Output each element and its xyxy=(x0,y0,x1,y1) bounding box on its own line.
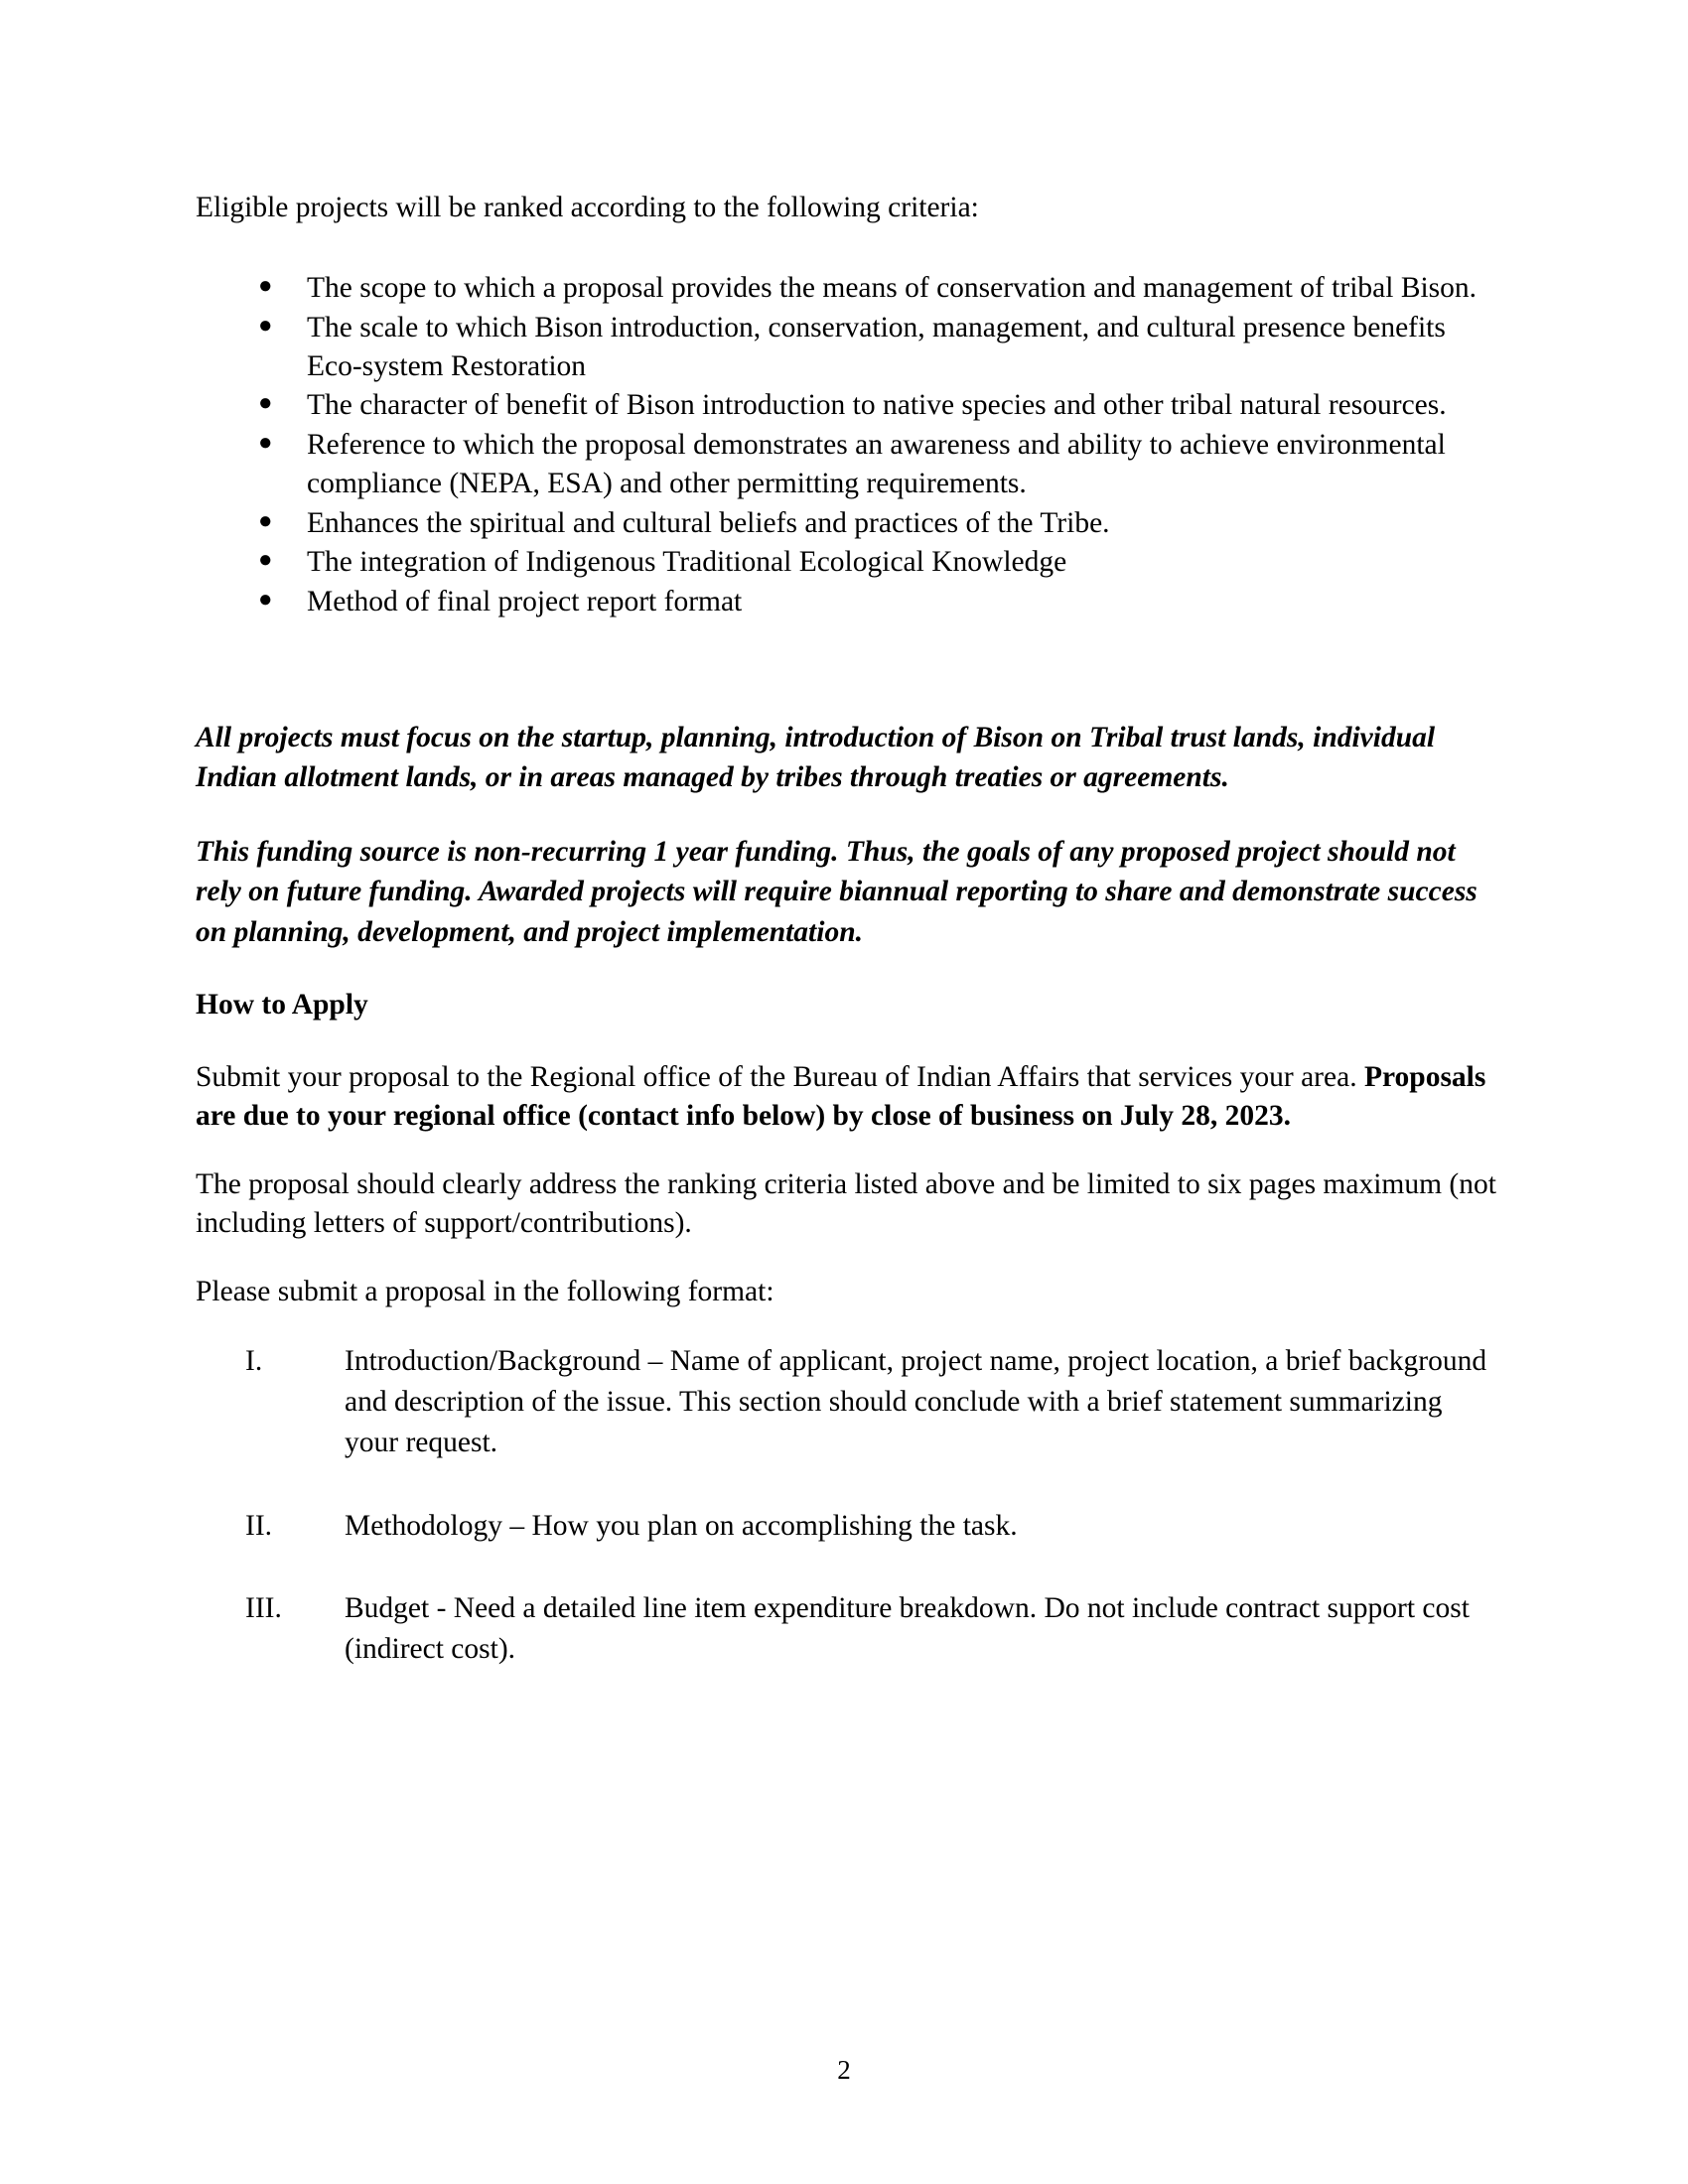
list-item xyxy=(196,309,1501,386)
list-item xyxy=(196,426,1501,503)
how-to-apply-heading: How to Apply xyxy=(196,989,368,1021)
list-item-numeral: II. xyxy=(245,1509,273,1542)
list-item-text: Methodology – How you plan on accomplishing the task. xyxy=(345,1509,1018,1542)
lead-paragraph: Eligible projects will be ranked according to the following criteria: xyxy=(196,192,979,223)
bullet-icon: ● xyxy=(258,312,273,339)
list-item-text: The character of benefit of Bison introduction to native species and other tribal natural resources. xyxy=(307,389,1447,422)
list-item-text: The integration of Indigenous Traditional Ecological Knowledge xyxy=(307,546,1067,579)
list-item-text: Introduction/Background – Name of applicant, project name, project location, a brief background and description of the issue. This section should conclude with a brief statement summarizing your request. xyxy=(345,1344,1487,1459)
page-limit-paragraph: The proposal should clearly address the ranking criteria listed above and be limited to six pages maximum (not including letters of support/contributions). xyxy=(196,1167,1496,1239)
list-item xyxy=(196,1588,1501,1671)
bullet-icon: ● xyxy=(258,507,273,534)
list-item-numeral: III. xyxy=(245,1591,282,1624)
list-item-text: Reference to which the proposal demonstrates an awareness and ability to achieve environmental compliance (NEPA, ESA) and other permitting requirements. xyxy=(307,429,1446,499)
list-item xyxy=(196,1341,1501,1464)
list-item-text: The scale to which Bison introduction, conservation, management, and cultural presence benefits Eco-system Restoration xyxy=(307,311,1446,382)
due-date-sentence: Proposals are due to your regional office (contact info below) by close of business on July 28, 2023. xyxy=(196,1060,1486,1132)
bullet-icon: ● xyxy=(258,547,273,574)
ranking-criteria-list xyxy=(196,269,1501,621)
emphasis-paragraph-funding: This funding source is non-recurring 1 year funding. Thus, the goals of any proposed project should not rely on future funding. Awarded projects will require biannual reporting to share and demonstrate success on planning, development, and project implementation. xyxy=(196,835,1477,948)
list-item-text: Method of final project report format xyxy=(307,586,743,618)
emphasis-paragraph-projects-focus: All projects must focus on the startup, planning, introduction of Bison on Tribal trust lands, individual Indian allotment lands, or in areas managed by tribes through treaties or agreements. xyxy=(196,721,1436,794)
list-item-numeral: I. xyxy=(245,1344,263,1377)
list-item xyxy=(196,504,1501,543)
bullet-icon: ● xyxy=(258,390,273,417)
list-item-text: Enhances the spiritual and cultural beliefs and practices of the Tribe. xyxy=(307,506,1110,539)
proposal-format-list xyxy=(196,1341,1501,1671)
list-item xyxy=(196,386,1501,425)
bullet-icon: ● xyxy=(258,429,273,456)
submit-proposal-paragraph xyxy=(196,1058,1501,1136)
format-intro-paragraph: Please submit a proposal in the following format: xyxy=(196,1275,774,1307)
page-number-footer: 2 xyxy=(837,2055,851,2085)
list-item xyxy=(196,583,1501,621)
list-item-text: The scope to which a proposal provides the means of conservation and management of tribal Bison. xyxy=(307,271,1477,304)
bullet-icon: ● xyxy=(258,272,273,299)
submit-sentence: Submit your proposal to the Regional office of the Bureau of Indian Affairs that services your area. xyxy=(196,1060,1364,1093)
page-body xyxy=(196,189,1501,1711)
bullet-icon: ● xyxy=(258,587,273,614)
list-item-text: Budget - Need a detailed line item expenditure breakdown. Do not include contract support cost (indirect cost). xyxy=(345,1591,1470,1666)
section-spacer xyxy=(196,622,1501,718)
list-item xyxy=(196,269,1501,308)
list-item xyxy=(196,1506,1501,1547)
list-item xyxy=(196,543,1501,582)
